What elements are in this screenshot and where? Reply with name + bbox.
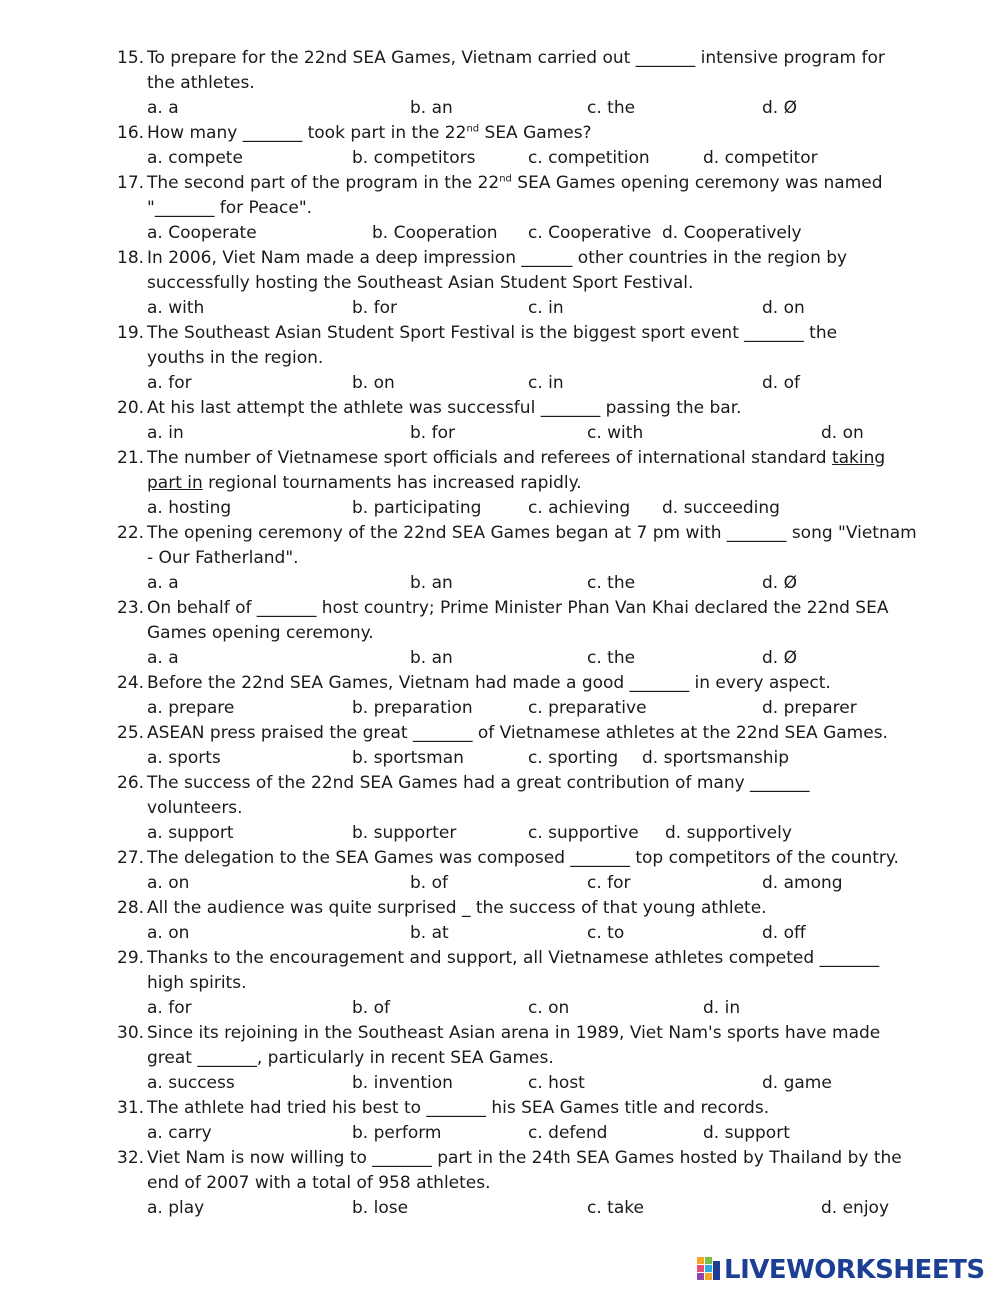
answer-option[interactable]: c. to [587, 923, 625, 943]
question-text [147, 121, 592, 146]
text-segment: the athletes. [147, 73, 255, 93]
text-segment: All the audience was quite surprised _ the success of that young athlete. [147, 898, 767, 918]
answer-option[interactable]: c. preparative [528, 698, 647, 718]
answer-option[interactable]: b. for [352, 298, 397, 318]
question [0, 46, 1000, 121]
superscript: nd [466, 123, 480, 135]
answer-options [0, 696, 1000, 721]
answer-option[interactable]: d. competitor [703, 148, 818, 168]
question-text [147, 71, 255, 96]
question-text [147, 946, 879, 971]
text-segment: To prepare for the 22nd SEA Games, Vietnam carried out _______ intensive program for [147, 48, 885, 68]
question-number: 25. [117, 723, 145, 743]
answer-option[interactable]: d. succeeding [662, 498, 780, 518]
answer-option[interactable]: b. of [352, 998, 390, 1018]
answer-option[interactable]: d. Ø [762, 98, 797, 118]
question-line [0, 346, 1000, 371]
question [0, 771, 1000, 846]
question-text [147, 1171, 491, 1196]
question-number: 15. [117, 48, 145, 68]
answer-options [0, 421, 1000, 446]
question-line [0, 171, 1000, 196]
answer-option[interactable]: c. take [587, 1198, 644, 1218]
text-segment: At his last attempt the athlete was successful _______ passing the bar. [147, 398, 742, 418]
question-line [0, 46, 1000, 71]
answer-options [0, 871, 1000, 896]
question [0, 396, 1000, 446]
question-number: 27. [117, 848, 145, 868]
answer-option[interactable]: b. sportsman [352, 748, 464, 768]
answer-options [0, 746, 1000, 771]
text-segment: "_______ for Peace". [147, 198, 313, 218]
answer-option[interactable]: d. on [762, 298, 805, 318]
answer-option[interactable]: c. defend [528, 1123, 608, 1143]
answer-option[interactable]: c. in [528, 373, 564, 393]
superscript: nd [499, 173, 512, 185]
question-line [0, 896, 1000, 921]
answer-option[interactable]: a. in [147, 423, 184, 443]
question-text [147, 846, 899, 871]
answer-option[interactable]: b. supporter [352, 823, 457, 843]
question-line [0, 271, 1000, 296]
question-line [0, 471, 1000, 496]
answer-option[interactable]: d. Ø [762, 648, 797, 668]
question [0, 721, 1000, 771]
answer-option[interactable]: a. sports [147, 748, 221, 768]
answer-option[interactable]: c. supportive [528, 823, 639, 843]
question-line [0, 396, 1000, 421]
question-line [0, 1021, 1000, 1046]
answer-option[interactable]: b. an [410, 648, 453, 668]
answer-option[interactable]: b. competitors [352, 148, 476, 168]
question-text [147, 1146, 902, 1171]
question-line [0, 846, 1000, 871]
text-segment: The success of the 22nd SEA Games had a great contribution of many _______ [147, 773, 810, 793]
answer-option[interactable]: b. an [410, 98, 453, 118]
liveworksheets-logo-icon [697, 1257, 721, 1283]
text-segment: - Our Fatherland". [147, 548, 299, 568]
question-number: 29. [117, 948, 145, 968]
text-segment: volunteers. [147, 798, 243, 818]
answer-options [0, 371, 1000, 396]
underlined-phrase: part in [147, 473, 203, 493]
answer-options [0, 1071, 1000, 1096]
answer-option[interactable]: b. Cooperation [372, 223, 498, 243]
text-segment: end of 2007 with a total of 958 athletes. [147, 1173, 491, 1193]
question-line [0, 196, 1000, 221]
question-text [147, 46, 885, 71]
answer-options [0, 571, 1000, 596]
question-text [147, 596, 888, 621]
question-line [0, 1046, 1000, 1071]
answer-option[interactable]: d. Ø [762, 573, 797, 593]
answer-options [0, 96, 1000, 121]
text-segment: Thanks to the encouragement and support, all Vietnamese athletes competed _______ [147, 948, 880, 968]
answer-option[interactable]: c. host [528, 1073, 585, 1093]
text-segment: Viet Nam is now willing to _______ part in the 24th SEA Games hosted by Thailand by the [147, 1148, 902, 1168]
answer-option[interactable]: d. supportively [665, 823, 792, 843]
answer-options [0, 221, 1000, 246]
question-number: 28. [117, 898, 145, 918]
question-line [0, 1146, 1000, 1171]
question [0, 846, 1000, 896]
answer-option[interactable]: a. success [147, 1073, 235, 1093]
answer-option[interactable]: d. among [762, 873, 843, 893]
answer-options [0, 921, 1000, 946]
answer-option[interactable]: d. preparer [762, 698, 857, 718]
question [0, 596, 1000, 671]
answer-option[interactable]: a. for [147, 373, 192, 393]
question-line [0, 546, 1000, 571]
question-text [147, 396, 742, 421]
answer-option[interactable]: d. sportsmanship [642, 748, 790, 768]
answer-option[interactable]: a. prepare [147, 698, 235, 718]
answer-option[interactable]: c. in [528, 298, 564, 318]
answer-option[interactable]: b. participating [352, 498, 482, 518]
question-number: 16. [117, 123, 145, 143]
answer-option[interactable]: c. on [528, 998, 570, 1018]
question-line [0, 1171, 1000, 1196]
answer-option[interactable]: c. Cooperative [528, 223, 652, 243]
question [0, 521, 1000, 596]
answer-option[interactable]: d. of [762, 373, 800, 393]
answer-options [0, 146, 1000, 171]
question-text [147, 1021, 880, 1046]
question-text [147, 621, 374, 646]
question-line [0, 71, 1000, 96]
text-segment: The number of Vietnamese sport officials and referees of international standard [147, 448, 832, 468]
question [0, 171, 1000, 246]
question-text [147, 246, 847, 271]
answer-option[interactable]: c. sporting [528, 748, 619, 768]
question-text [147, 271, 693, 296]
answer-option[interactable]: a. Cooperate [147, 223, 257, 243]
answer-option[interactable]: b. invention [352, 1073, 453, 1093]
question-text [147, 446, 885, 471]
question-number: 19. [117, 323, 145, 343]
text-segment: ASEAN press praised the great _______ of Vietnamese athletes at the 22nd SEA Games. [147, 723, 888, 743]
answer-option[interactable]: c. with [587, 423, 644, 443]
answer-options [0, 1196, 1000, 1221]
text-segment: On behalf of _______ host country; Prime Minister Phan Van Khai declared the 22nd SEA [147, 598, 889, 618]
question-line [0, 321, 1000, 346]
question-text [147, 971, 246, 996]
question-text [147, 796, 243, 821]
answer-option[interactable]: d. game [762, 1073, 832, 1093]
liveworksheets-logo-text: LIVEWORKSHEETS [724, 1255, 985, 1285]
question-text [147, 671, 831, 696]
text-segment: Since its rejoining in the Southeast Asian arena in 1989, Viet Nam's sports have made [147, 1023, 881, 1043]
text-segment: Before the 22nd SEA Games, Vietnam had made a good _______ in every aspect. [147, 673, 831, 693]
question [0, 121, 1000, 171]
answer-option[interactable]: a. with [147, 298, 205, 318]
question-text [147, 321, 837, 346]
question-text [147, 1046, 554, 1071]
text-segment: The athlete had tried his best to _______ his SEA Games title and records. [147, 1098, 770, 1118]
answer-option[interactable]: a. a [147, 648, 179, 668]
answer-option[interactable]: a. on [147, 873, 190, 893]
question-line [0, 946, 1000, 971]
answer-option[interactable]: c. the [587, 573, 636, 593]
text-segment: SEA Games? [479, 123, 592, 143]
question-number: 32. [117, 1148, 145, 1168]
question-text [147, 771, 810, 796]
answer-option[interactable]: c. for [587, 873, 631, 893]
answer-option[interactable]: a. support [147, 823, 234, 843]
question-number: 21. [117, 448, 145, 468]
answer-options [0, 296, 1000, 321]
answer-option[interactable]: b. preparation [352, 698, 473, 718]
text-segment: great _______, particularly in recent SEA Games. [147, 1048, 554, 1068]
answer-options [0, 996, 1000, 1021]
text-segment: Games opening ceremony. [147, 623, 374, 643]
question [0, 946, 1000, 1021]
question-line [0, 771, 1000, 796]
question-line [0, 596, 1000, 621]
question-text [147, 521, 917, 546]
answer-option[interactable]: d. in [703, 998, 741, 1018]
question-line [0, 446, 1000, 471]
text-segment: In 2006, Viet Nam made a deep impression ______ other countries in the region by [147, 248, 848, 268]
text-segment: The delegation to the SEA Games was composed _______ top competitors of the country. [147, 848, 899, 868]
answer-option[interactable]: d. support [703, 1123, 790, 1143]
question-text [147, 471, 582, 496]
question-line [0, 796, 1000, 821]
text-segment: The Southeast Asian Student Sport Festival is the biggest sport event _______ the [147, 323, 838, 343]
question-line [0, 246, 1000, 271]
text-segment: regional tournaments has increased rapidly. [202, 473, 582, 493]
text-segment: The opening ceremony of the 22nd SEA Games began at 7 pm with _______ song "Vietnam [147, 523, 917, 543]
answer-option[interactable]: b. an [410, 573, 453, 593]
text-segment: high spirits. [147, 973, 247, 993]
answer-option[interactable]: d. Cooperatively [662, 223, 802, 243]
question-text [147, 171, 883, 196]
answer-options [0, 821, 1000, 846]
answer-option[interactable]: c. achieving [528, 498, 631, 518]
answer-option[interactable]: a. hosting [147, 498, 232, 518]
answer-options [0, 496, 1000, 521]
question-number: 18. [117, 248, 145, 268]
question [0, 246, 1000, 321]
answer-option[interactable]: b. lose [352, 1198, 409, 1218]
text-segment: successfully hosting the Southeast Asian Student Sport Festival. [147, 273, 694, 293]
answer-option[interactable]: c. the [587, 98, 636, 118]
text-segment: How many _______ took part in the 22 [147, 123, 467, 143]
question-line [0, 721, 1000, 746]
question-line [0, 671, 1000, 696]
question-text [147, 196, 312, 221]
answer-option[interactable]: a. for [147, 998, 192, 1018]
text-segment: youths in the region. [147, 348, 324, 368]
answer-option[interactable]: a. a [147, 98, 179, 118]
worksheet [0, 46, 1000, 1221]
answer-option[interactable]: d. enjoy [821, 1198, 890, 1218]
question [0, 1021, 1000, 1096]
answer-option[interactable]: b. for [410, 423, 455, 443]
answer-option[interactable]: a. compete [147, 148, 243, 168]
question-text [147, 1096, 769, 1121]
answer-option[interactable]: b. on [352, 373, 395, 393]
question-number: 20. [117, 398, 145, 418]
question-number: 23. [117, 598, 145, 618]
question-number: 31. [117, 1098, 145, 1118]
question [0, 896, 1000, 946]
question-number: 17. [117, 173, 145, 193]
question-text [147, 346, 323, 371]
question-line [0, 521, 1000, 546]
question [0, 446, 1000, 521]
question-number: 26. [117, 773, 145, 793]
answer-option[interactable]: d. on [821, 423, 864, 443]
answer-options [0, 1121, 1000, 1146]
question-text [147, 546, 299, 571]
question [0, 1146, 1000, 1221]
question-line [0, 971, 1000, 996]
question-number: 22. [117, 523, 145, 543]
text-segment: SEA Games opening ceremony was named [511, 173, 883, 193]
text-segment: The second part of the program in the 22 [147, 173, 500, 193]
answer-option[interactable]: c. the [587, 648, 636, 668]
question-line [0, 1096, 1000, 1121]
answer-option[interactable]: b. perform [352, 1123, 442, 1143]
answer-option[interactable]: b. at [410, 923, 449, 943]
underlined-phrase: taking [831, 448, 886, 468]
question [0, 671, 1000, 721]
question-text [147, 721, 888, 746]
question-number: 30. [117, 1023, 145, 1043]
question-line [0, 621, 1000, 646]
question-number: 24. [117, 673, 145, 693]
answer-option[interactable]: a. on [147, 923, 190, 943]
answer-option[interactable]: d. off [762, 923, 806, 943]
question [0, 1096, 1000, 1146]
answer-option[interactable]: a. carry [147, 1123, 212, 1143]
question-line [0, 121, 1000, 146]
question [0, 321, 1000, 396]
answer-option[interactable]: b. of [410, 873, 448, 893]
liveworksheets-logo [697, 1254, 985, 1286]
answer-option[interactable]: a. play [147, 1198, 205, 1218]
answer-option[interactable]: c. competition [528, 148, 650, 168]
question-text [147, 896, 767, 921]
answer-option[interactable]: a. a [147, 573, 179, 593]
answer-options [0, 646, 1000, 671]
